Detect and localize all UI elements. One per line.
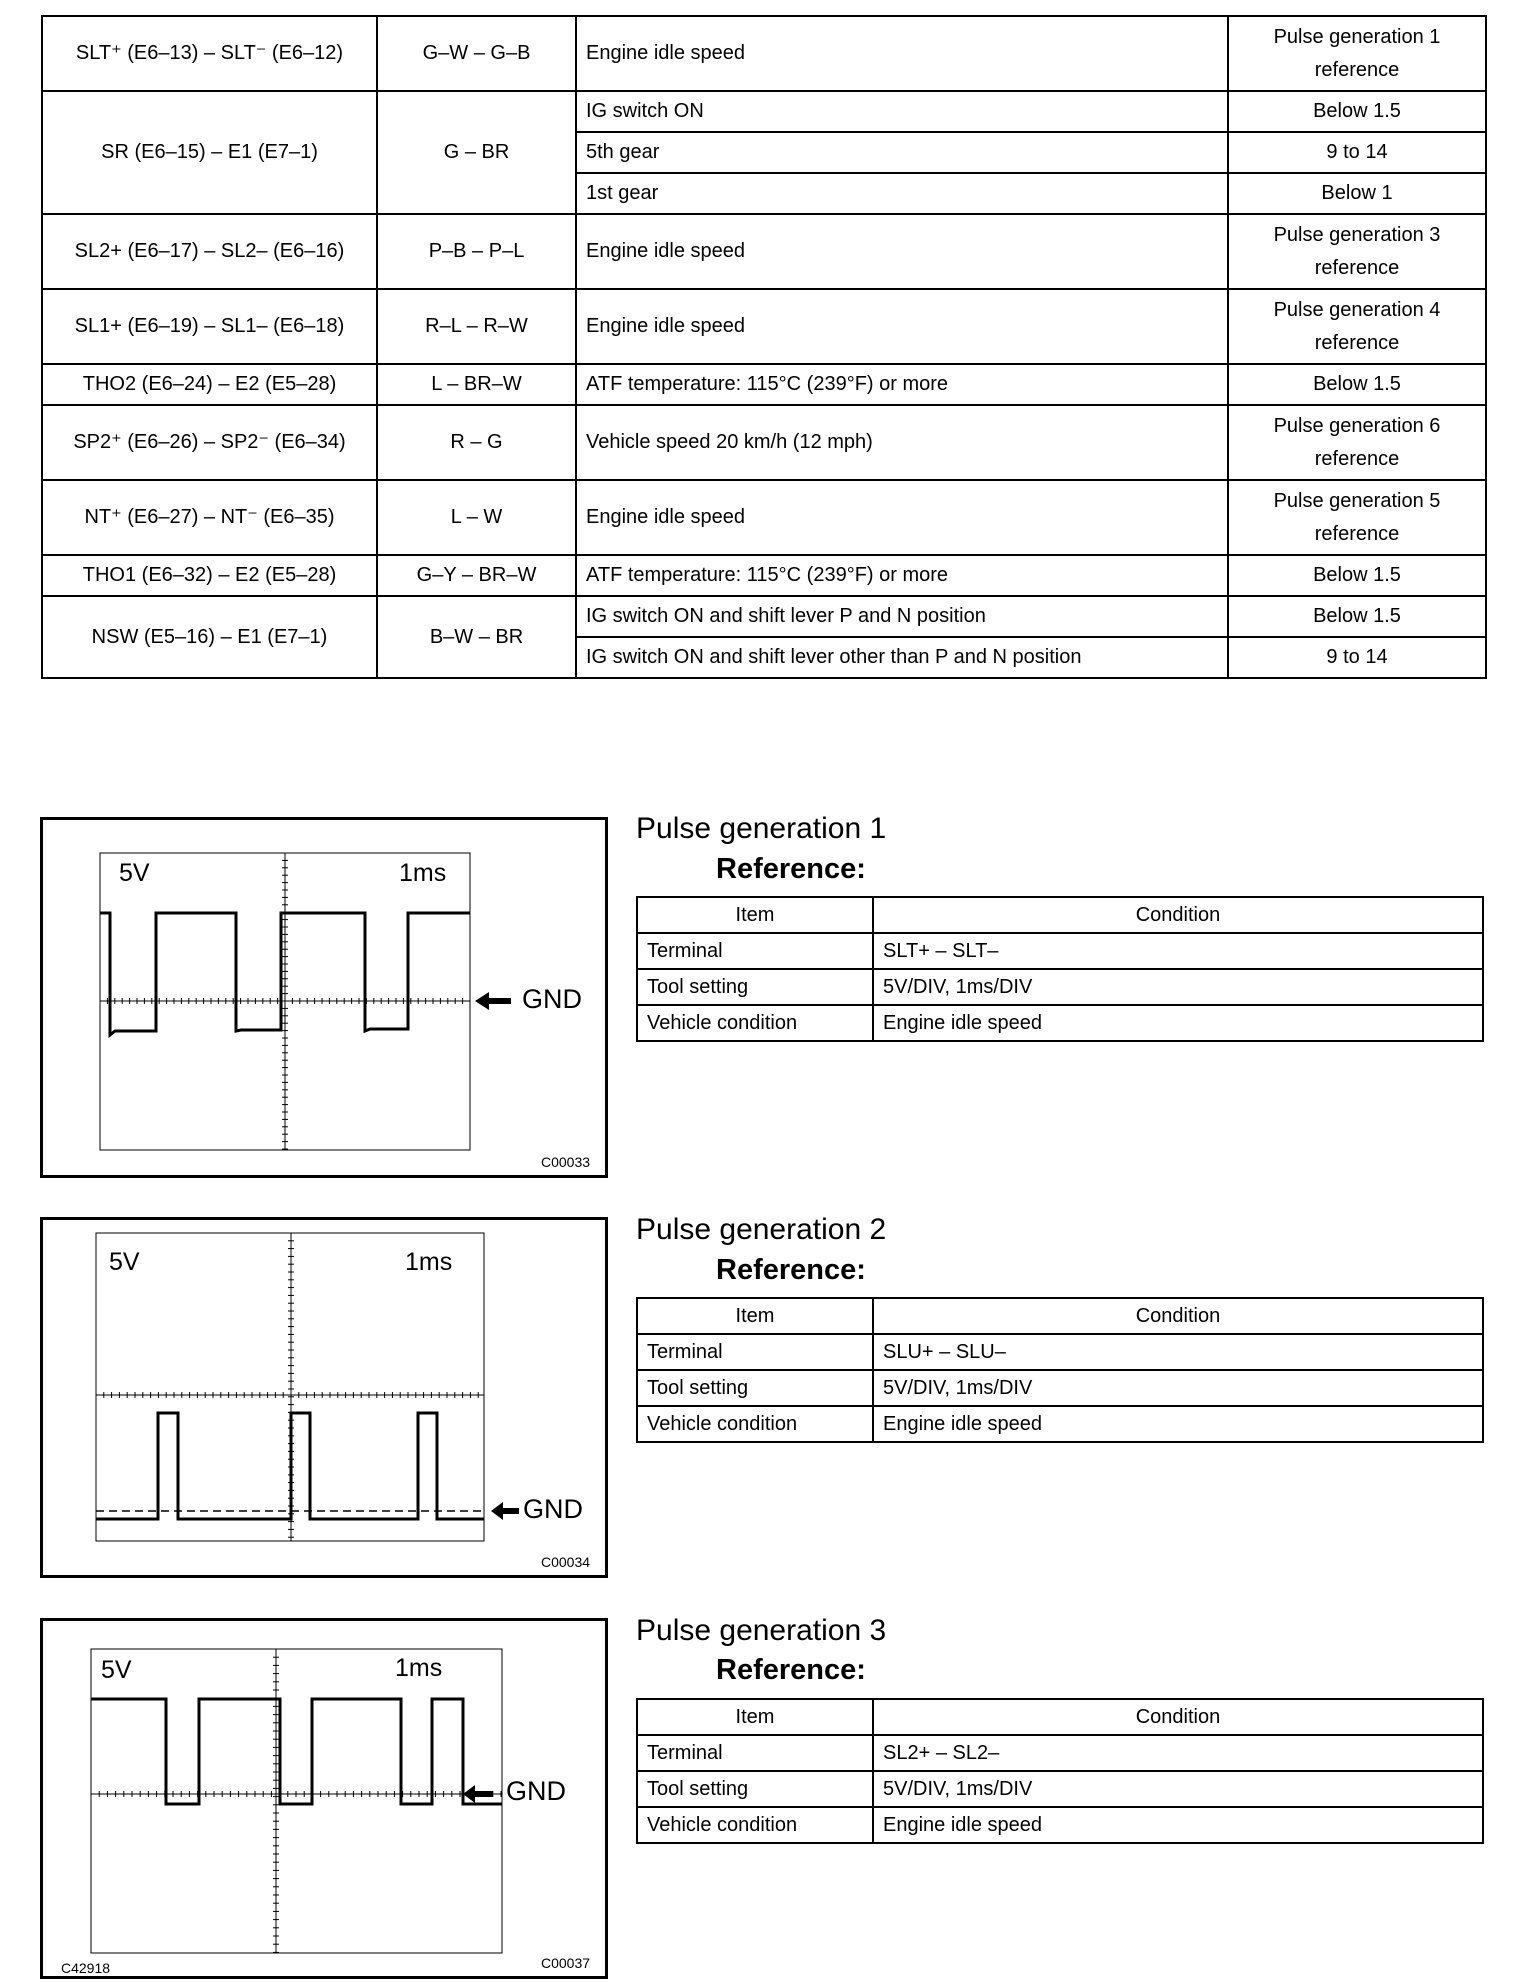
spec-cell: Pulse generation 4 reference: [1228, 289, 1486, 364]
oscilloscope-panel-1: [40, 817, 608, 1178]
table-row: [42, 364, 1486, 405]
wiring-cell: L – BR–W: [377, 364, 576, 405]
reference-heading-3: Reference:: [716, 1654, 866, 1686]
table-row: [637, 1370, 1483, 1406]
pulse-title-3: Pulse generation 3: [636, 1614, 887, 1647]
table-row: [637, 1771, 1483, 1807]
terminal-cell: SLT⁺ (E6–13) – SLT⁻ (E6–12): [42, 16, 377, 91]
figure-code: C00034: [541, 1554, 591, 1570]
condition-cell: IG switch ON: [576, 91, 1228, 132]
terminal-cell: NSW (E5–16) – E1 (E7–1): [42, 596, 377, 678]
condition-cell: 1st gear: [576, 173, 1228, 214]
condition-cell: SL2+ – SL2–: [873, 1735, 1483, 1771]
gnd-label: GND: [506, 1776, 566, 1806]
pulse-title-1: Pulse generation 1: [636, 812, 887, 845]
time-per-div-label: 1ms: [399, 859, 447, 887]
table-row: [637, 1406, 1483, 1442]
table-row: [42, 289, 1486, 364]
wiring-cell: G–Y – BR–W: [377, 555, 576, 596]
header-item: Item: [637, 897, 873, 933]
wiring-cell: L – W: [377, 480, 576, 555]
condition-cell: IG switch ON and shift lever P and N position: [576, 596, 1228, 637]
condition-cell: Vehicle speed 20 km/h (12 mph): [576, 405, 1228, 480]
terminal-cell: NT⁺ (E6–27) – NT⁻ (E6–35): [42, 480, 377, 555]
item-cell: Terminal: [637, 1334, 873, 1370]
condition-cell: SLT+ – SLT–: [873, 933, 1483, 969]
oscilloscope-panel-2: [40, 1217, 608, 1578]
condition-cell: ATF temperature: 115°C (239°F) or more: [576, 364, 1228, 405]
spec-cell: Below 1.5: [1228, 596, 1486, 637]
condition-cell: Engine idle speed: [873, 1406, 1483, 1442]
waveform-trace-2: [96, 1413, 484, 1519]
gnd-label: GND: [522, 984, 582, 1014]
condition-cell: 5V/DIV, 1ms/DIV: [873, 1370, 1483, 1406]
item-cell: Tool setting: [637, 1370, 873, 1406]
waveform-trace-3: [91, 1699, 502, 1804]
condition-cell: IG switch ON and shift lever other than P and N position: [576, 637, 1228, 678]
figure-code: C00037: [541, 1955, 591, 1971]
table-row: [637, 1735, 1483, 1771]
wiring-cell: G–W – G–B: [377, 16, 576, 91]
spec-cell: Pulse generation 3 reference: [1228, 214, 1486, 289]
header-item: Item: [637, 1298, 873, 1334]
table-row: [637, 897, 1483, 933]
reference-table-1: [636, 896, 1484, 1042]
reference-table-2: [636, 1297, 1484, 1443]
item-cell: Tool setting: [637, 1771, 873, 1807]
spec-cell: Pulse generation 5 reference: [1228, 480, 1486, 555]
table-row: [637, 1005, 1483, 1041]
table-row: [42, 596, 1486, 637]
spec-cell: Below 1: [1228, 173, 1486, 214]
table-row: [42, 16, 1486, 91]
spec-cell: Pulse generation 6 reference: [1228, 405, 1486, 480]
table-row: [637, 969, 1483, 1005]
condition-cell: 5V/DIV, 1ms/DIV: [873, 1771, 1483, 1807]
reference-heading-1: Reference:: [716, 853, 866, 885]
spec-cell: Below 1.5: [1228, 555, 1486, 596]
gnd-arrow-icon: [475, 990, 515, 1012]
condition-cell: Engine idle speed: [576, 214, 1228, 289]
gnd-arrow-icon: [463, 1783, 497, 1805]
condition-cell: Engine idle speed: [873, 1807, 1483, 1843]
table-row: [637, 933, 1483, 969]
reference-heading-2: Reference:: [716, 1254, 866, 1286]
wiring-cell: G – BR: [377, 91, 576, 214]
terminal-cell: SL2+ (E6–17) – SL2– (E6–16): [42, 214, 377, 289]
pulse-title-2: Pulse generation 2: [636, 1213, 887, 1246]
condition-cell: ATF temperature: 115°C (239°F) or more: [576, 555, 1228, 596]
condition-cell: Engine idle speed: [576, 16, 1228, 91]
terminal-table: [41, 15, 1487, 679]
spec-cell: 9 to 14: [1228, 637, 1486, 678]
condition-cell: SLU+ – SLU–: [873, 1334, 1483, 1370]
table-row: [42, 405, 1486, 480]
terminal-cell: SP2⁺ (E6–26) – SP2⁻ (E6–34): [42, 405, 377, 480]
terminal-cell: SL1+ (E6–19) – SL1– (E6–18): [42, 289, 377, 364]
terminal-cell: THO2 (E6–24) – E2 (E5–28): [42, 364, 377, 405]
wiring-cell: P–B – P–L: [377, 214, 576, 289]
condition-cell: Engine idle speed: [873, 1005, 1483, 1041]
table-row: [637, 1807, 1483, 1843]
item-cell: Terminal: [637, 1735, 873, 1771]
table-row: [42, 480, 1486, 555]
gnd-arrow-icon: [491, 1500, 523, 1522]
spec-cell: Pulse generation 1 reference: [1228, 16, 1486, 91]
header-condition: Condition: [873, 1699, 1483, 1735]
item-cell: Tool setting: [637, 969, 873, 1005]
spec-cell: 9 to 14: [1228, 132, 1486, 173]
terminal-cell: SR (E6–15) – E1 (E7–1): [42, 91, 377, 214]
time-per-div-label: 1ms: [395, 1654, 443, 1682]
table-row: [637, 1334, 1483, 1370]
condition-cell: 5th gear: [576, 132, 1228, 173]
figure-code: C00033: [541, 1154, 591, 1170]
wiring-cell: R – G: [377, 405, 576, 480]
header-condition: Condition: [873, 897, 1483, 933]
header-item: Item: [637, 1699, 873, 1735]
volts-per-div-label: 5V: [119, 859, 150, 887]
item-cell: Terminal: [637, 933, 873, 969]
wiring-cell: B–W – BR: [377, 596, 576, 678]
wiring-cell: R–L – R–W: [377, 289, 576, 364]
time-per-div-label: 1ms: [405, 1248, 453, 1276]
condition-cell: Engine idle speed: [576, 289, 1228, 364]
oscilloscope-panel-3: [40, 1618, 608, 1979]
item-cell: Vehicle condition: [637, 1406, 873, 1442]
table-row: [42, 555, 1486, 596]
condition-cell: 5V/DIV, 1ms/DIV: [873, 969, 1483, 1005]
header-condition: Condition: [873, 1298, 1483, 1334]
spec-cell: Below 1.5: [1228, 91, 1486, 132]
volts-per-div-label: 5V: [101, 1656, 132, 1684]
terminal-cell: THO1 (E6–32) – E2 (E5–28): [42, 555, 377, 596]
sheet-code: C42918: [61, 1960, 111, 1976]
gnd-label: GND: [523, 1494, 583, 1524]
volts-per-div-label: 5V: [109, 1248, 140, 1276]
table-row: [637, 1298, 1483, 1334]
table-row: [42, 214, 1486, 289]
condition-cell: Engine idle speed: [576, 480, 1228, 555]
table-row: [637, 1699, 1483, 1735]
item-cell: Vehicle condition: [637, 1005, 873, 1041]
spec-cell: Below 1.5: [1228, 364, 1486, 405]
table-row: [42, 91, 1486, 132]
item-cell: Vehicle condition: [637, 1807, 873, 1843]
reference-table-3: [636, 1698, 1484, 1844]
